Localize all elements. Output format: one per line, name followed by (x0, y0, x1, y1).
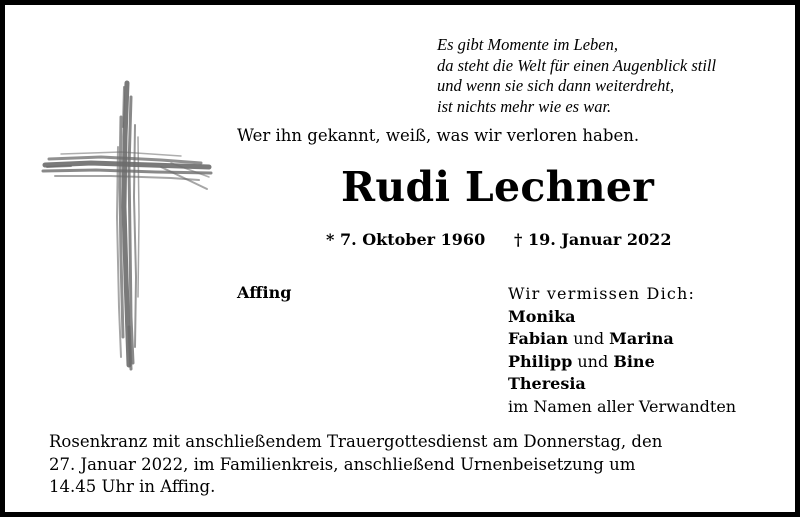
service-line: Rosenkranz mit anschließendem Trauergottesdienst am Donnerstag, den (49, 432, 663, 451)
service-line: 14.45 Uhr in Affing. (49, 477, 216, 496)
birth-date: * 7. Oktober 1960 (326, 230, 486, 249)
mourner-name: Fabian (508, 329, 569, 348)
poem-line: und wenn sie sich dann weiterdreht, (437, 76, 675, 95)
mourners-heading: Wir vermissen Dich: (508, 284, 696, 303)
deceased-name: Rudi Lechner (341, 163, 655, 211)
poem-line: ist nichts mehr wie es war. (437, 96, 612, 116)
mourners-closing: im Namen aller Verwandten (508, 396, 737, 416)
mourner-name: Bine (613, 351, 655, 371)
lead-text: Wer ihn gekannt, weiß, was wir verloren haben. (237, 126, 640, 145)
mourner-conjunction: und (577, 351, 609, 371)
service-line: 27. Januar 2022, im Familienkreis, anschließend Urnenbeisetzung um (49, 454, 636, 474)
mourner-line (508, 373, 736, 396)
mourner-conjunction: und (573, 329, 605, 348)
mourner-name: Marina (609, 329, 674, 348)
poem-line: da steht die Welt für einen Augenblick still (437, 55, 717, 75)
mourner-line (508, 328, 736, 351)
mourner-name: Monika (508, 306, 576, 326)
place-name: Affing (237, 283, 292, 302)
mourner-line (508, 306, 736, 329)
cross-icon (41, 77, 213, 377)
service-details (49, 431, 749, 499)
mourner-name: Theresia (508, 374, 586, 393)
mourners-list (508, 283, 736, 418)
death-date: † 19. Januar 2022 (514, 230, 672, 249)
mourner-line (508, 351, 736, 374)
mourner-name: Philipp (508, 351, 573, 371)
poem-line: Es gibt Momente im Leben, (437, 35, 619, 54)
poem-quote (437, 35, 716, 117)
